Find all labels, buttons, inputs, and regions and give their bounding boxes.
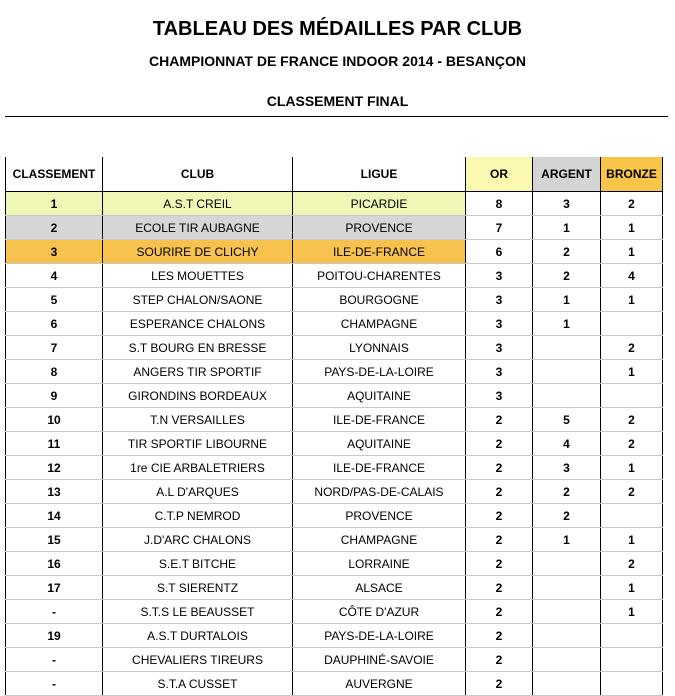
- table-row: [6, 336, 663, 360]
- cell-league: ILE-DE-FRANCE: [293, 240, 466, 264]
- cell-bronze: 1: [601, 600, 663, 624]
- cell-silver: 2: [533, 480, 601, 504]
- cell-silver: [533, 672, 601, 696]
- cell-silver: 1: [533, 312, 601, 336]
- cell-silver: [533, 336, 601, 360]
- cell-bronze: [601, 648, 663, 672]
- column-header-rank: CLASSEMENT: [6, 157, 103, 192]
- cell-rank: 15: [6, 528, 103, 552]
- table-row: [6, 216, 663, 240]
- cell-rank: 16: [6, 552, 103, 576]
- cell-silver: [533, 576, 601, 600]
- cell-rank: 7: [6, 336, 103, 360]
- cell-gold: 2: [466, 528, 533, 552]
- cell-rank: 3: [6, 240, 103, 264]
- cell-club: ESPERANCE CHALONS: [103, 312, 293, 336]
- cell-bronze: 1: [601, 216, 663, 240]
- cell-bronze: [601, 672, 663, 696]
- cell-club: S.T BOURG EN BRESSE: [103, 336, 293, 360]
- cell-bronze: 1: [601, 528, 663, 552]
- cell-bronze: [601, 624, 663, 648]
- table-row: [6, 384, 663, 408]
- table-row: [6, 312, 663, 336]
- cell-bronze: 2: [601, 336, 663, 360]
- column-header-league: LIGUE: [293, 157, 466, 192]
- cell-club: ANGERS TIR SPORTIF: [103, 360, 293, 384]
- cell-gold: 2: [466, 600, 533, 624]
- cell-rank: 17: [6, 576, 103, 600]
- column-header-gold: OR: [466, 157, 533, 192]
- cell-league: CHAMPAGNE: [293, 312, 466, 336]
- cell-league: ILE-DE-FRANCE: [293, 456, 466, 480]
- cell-bronze: 2: [601, 408, 663, 432]
- cell-rank: 11: [6, 432, 103, 456]
- cell-bronze: 4: [601, 264, 663, 288]
- cell-gold: 2: [466, 648, 533, 672]
- cell-club: ECOLE TIR AUBAGNE: [103, 216, 293, 240]
- cell-rank: 10: [6, 408, 103, 432]
- table-row: [6, 456, 663, 480]
- cell-league: AQUITAINE: [293, 384, 466, 408]
- cell-league: BOURGOGNE: [293, 288, 466, 312]
- cell-silver: [533, 384, 601, 408]
- cell-league: DAUPHINÉ-SAVOIE: [293, 648, 466, 672]
- cell-rank: 1: [6, 192, 103, 216]
- cell-club: LES MOUETTES: [103, 264, 293, 288]
- cell-league: CÔTE D'AZUR: [293, 600, 466, 624]
- cell-club: A.S.T DURTALOIS: [103, 624, 293, 648]
- cell-bronze: 2: [601, 552, 663, 576]
- cell-rank: 6: [6, 312, 103, 336]
- table-row: [6, 264, 663, 288]
- table-row: [6, 624, 663, 648]
- cell-league: AQUITAINE: [293, 432, 466, 456]
- cell-rank: 9: [6, 384, 103, 408]
- cell-club: S.T.A CUSSET: [103, 672, 293, 696]
- cell-gold: 8: [466, 192, 533, 216]
- cell-bronze: 1: [601, 288, 663, 312]
- table-row: [6, 576, 663, 600]
- cell-gold: 6: [466, 240, 533, 264]
- table-row: [6, 552, 663, 576]
- table-row: [6, 192, 663, 216]
- table-row: [6, 360, 663, 384]
- cell-rank: 12: [6, 456, 103, 480]
- cell-league: AUVERGNE: [293, 672, 466, 696]
- cell-bronze: 2: [601, 192, 663, 216]
- table-body: [6, 192, 663, 696]
- cell-bronze: [601, 384, 663, 408]
- table-row: [6, 528, 663, 552]
- cell-bronze: 1: [601, 360, 663, 384]
- cell-club: TIR SPORTIF LIBOURNE: [103, 432, 293, 456]
- cell-bronze: [601, 504, 663, 528]
- cell-silver: 2: [533, 240, 601, 264]
- page-title: TABLEAU DES MÉDAILLES PAR CLUB: [152, 18, 523, 40]
- cell-silver: 4: [533, 432, 601, 456]
- table-header-row: [6, 157, 663, 192]
- cell-league: POITOU-CHARENTES: [293, 264, 466, 288]
- cell-gold: 2: [466, 504, 533, 528]
- cell-silver: [533, 600, 601, 624]
- cell-gold: 7: [466, 216, 533, 240]
- cell-rank: 2: [6, 216, 103, 240]
- cell-league: LYONNAIS: [293, 336, 466, 360]
- cell-bronze: 1: [601, 240, 663, 264]
- cell-club: STEP CHALON/SAONE: [103, 288, 293, 312]
- cell-rank: 8: [6, 360, 103, 384]
- column-header-silver: ARGENT: [533, 157, 601, 192]
- cell-league: NORD/PAS-DE-CALAIS: [293, 480, 466, 504]
- cell-league: ALSACE: [293, 576, 466, 600]
- cell-rank: -: [6, 648, 103, 672]
- cell-silver: 1: [533, 528, 601, 552]
- cell-gold: 2: [466, 432, 533, 456]
- cell-league: PROVENCE: [293, 216, 466, 240]
- cell-bronze: 1: [601, 456, 663, 480]
- cell-gold: 2: [466, 624, 533, 648]
- cell-bronze: 1: [601, 576, 663, 600]
- cell-club: CHEVALIERS TIREURS: [103, 648, 293, 672]
- page-subtitle: CHAMPIONNAT DE FRANCE INDOOR 2014 - BESANÇON: [149, 53, 526, 69]
- cell-gold: 2: [466, 480, 533, 504]
- cell-silver: 1: [533, 288, 601, 312]
- cell-rank: 4: [6, 264, 103, 288]
- table-row: [6, 480, 663, 504]
- cell-league: PAYS-DE-LA-LOIRE: [293, 624, 466, 648]
- cell-bronze: 2: [601, 432, 663, 456]
- cell-silver: 2: [533, 504, 601, 528]
- cell-club: S.T SIERENTZ: [103, 576, 293, 600]
- cell-silver: 3: [533, 192, 601, 216]
- cell-club: SOURIRE DE CLICHY: [103, 240, 293, 264]
- cell-gold: 2: [466, 576, 533, 600]
- cell-silver: [533, 624, 601, 648]
- cell-silver: 5: [533, 408, 601, 432]
- cell-gold: 3: [466, 288, 533, 312]
- table-row: [6, 648, 663, 672]
- cell-rank: -: [6, 600, 103, 624]
- table-row: [6, 432, 663, 456]
- section-title: CLASSEMENT FINAL: [266, 93, 409, 109]
- cell-gold: 3: [466, 264, 533, 288]
- cell-club: A.S.T CREIL: [103, 192, 293, 216]
- cell-silver: [533, 648, 601, 672]
- cell-rank: -: [6, 672, 103, 696]
- cell-silver: [533, 552, 601, 576]
- cell-club: J.D'ARC CHALONS: [103, 528, 293, 552]
- table-row: [6, 240, 663, 264]
- table-row: [6, 600, 663, 624]
- cell-gold: 2: [466, 408, 533, 432]
- cell-gold: 2: [466, 456, 533, 480]
- cell-rank: 14: [6, 504, 103, 528]
- title-divider: [5, 116, 668, 117]
- cell-gold: 2: [466, 552, 533, 576]
- cell-gold: 3: [466, 360, 533, 384]
- cell-club: 1re CIE ARBALETRIERS: [103, 456, 293, 480]
- cell-club: C.T.P NEMROD: [103, 504, 293, 528]
- cell-rank: 19: [6, 624, 103, 648]
- cell-gold: 2: [466, 672, 533, 696]
- cell-league: ILE-DE-FRANCE: [293, 408, 466, 432]
- cell-club: A.L D'ARQUES: [103, 480, 293, 504]
- cell-club: S.T.S LE BEAUSSET: [103, 600, 293, 624]
- cell-silver: 1: [533, 216, 601, 240]
- cell-league: LORRAINE: [293, 552, 466, 576]
- cell-silver: 3: [533, 456, 601, 480]
- cell-league: CHAMPAGNE: [293, 528, 466, 552]
- table-row: [6, 288, 663, 312]
- cell-club: T.N VERSAILLES: [103, 408, 293, 432]
- table-row: [6, 504, 663, 528]
- column-header-club: CLUB: [103, 157, 293, 192]
- cell-league: PROVENCE: [293, 504, 466, 528]
- cell-league: PICARDIE: [293, 192, 466, 216]
- column-header-bronze: BRONZE: [601, 157, 663, 192]
- cell-silver: 2: [533, 264, 601, 288]
- cell-club: GIRONDINS BORDEAUX: [103, 384, 293, 408]
- medal-table: [5, 157, 663, 696]
- cell-bronze: [601, 312, 663, 336]
- cell-rank: 5: [6, 288, 103, 312]
- cell-club: S.E.T BITCHE: [103, 552, 293, 576]
- cell-gold: 3: [466, 312, 533, 336]
- cell-silver: [533, 360, 601, 384]
- cell-gold: 3: [466, 384, 533, 408]
- table-row: [6, 672, 663, 696]
- table-row: [6, 408, 663, 432]
- cell-gold: 3: [466, 336, 533, 360]
- cell-league: PAYS-DE-LA-LOIRE: [293, 360, 466, 384]
- cell-rank: 13: [6, 480, 103, 504]
- cell-bronze: 2: [601, 480, 663, 504]
